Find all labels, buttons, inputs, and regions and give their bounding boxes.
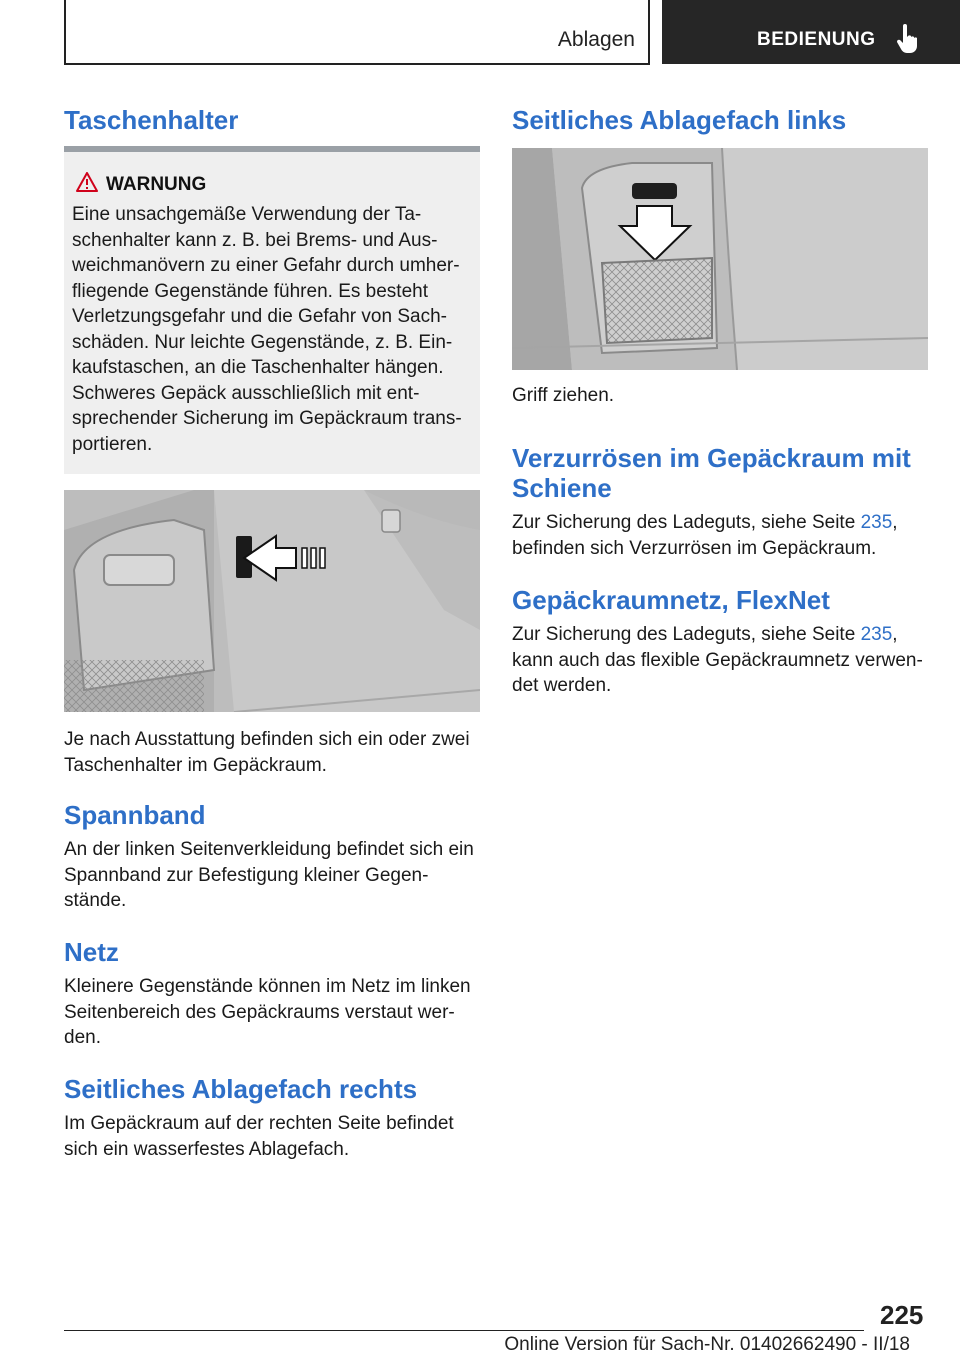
warning-triangle-icon bbox=[76, 172, 98, 192]
warning-top-bar bbox=[64, 146, 480, 152]
page-number: 225 bbox=[880, 1300, 924, 1330]
heading-flexnet: Gepäckraumnetz, FlexNet bbox=[512, 585, 830, 615]
bag-holder-image bbox=[64, 490, 480, 712]
footer-rule bbox=[64, 1330, 864, 1331]
header-separator bbox=[648, 0, 650, 64]
header-section-title: Ablagen bbox=[557, 28, 635, 51]
heading-spannband: Spannband bbox=[64, 800, 206, 830]
verzurroesen-text-after: , befinden sich Verzurrösen im Gepäckraum. bbox=[512, 512, 898, 559]
header-bottom-border bbox=[64, 63, 650, 65]
header-chapter-label: BEDIENUNG bbox=[757, 29, 876, 50]
netz-text: Kleinere Gegenstände können im Netz im linken Seitenbereich des Gepäckraums verstaut wer- den. bbox=[64, 976, 471, 1048]
footer-text: Online Version für Sach-Nr. 01402662490 - II/18 bbox=[504, 1334, 910, 1355]
page-link-235-flexnet[interactable]: 235 bbox=[860, 624, 893, 645]
warning-text: Eine unsachgemäße Verwendung der Ta- schenhalter kann z. B. bei Brems- und Aus- weichmanövern zu einer Gefahr durch umher- fliegende Gegenstände führen. Es besteht Verletzungsgefahr und die Gefahr von Sach- schäden. Nur leichte Gegenstände, z. B. Ein- kaufstaschen, an die Taschenhalter hängen. Schweres Gepäck ausschließlich mit ent- sprechender Sicherung im Gepäckraum trans- portieren. bbox=[72, 204, 462, 455]
warning-title bbox=[76, 172, 206, 196]
page-link-235[interactable]: 235 bbox=[860, 512, 893, 533]
flexnet-text bbox=[512, 622, 928, 699]
pointing-hand-icon bbox=[896, 24, 922, 54]
warning-box bbox=[64, 146, 480, 474]
header-left-border bbox=[64, 0, 66, 64]
flexnet-text-after: , kann auch das flexible Gepäckraumnetz verwen- det werden. bbox=[512, 624, 923, 696]
heading-netz: Netz bbox=[64, 937, 119, 967]
ablagefach-rechts-text: Im Gepäckraum auf der rechten Seite befindet sich ein wasserfestes Ablagefach. bbox=[64, 1113, 454, 1160]
header-chapter-tab[interactable] bbox=[662, 0, 960, 64]
heading-ablagefach-rechts: Seitliches Ablagefach rechts bbox=[64, 1074, 418, 1104]
spannband-text: An der linken Seitenverkleidung befindet sich ein Spannband zur Befestigung kleiner Gegen- stände. bbox=[64, 839, 474, 911]
heading-verzurroesen: Verzurrösen im Gepäckraum mit Schiene bbox=[512, 443, 911, 503]
verzurroesen-text bbox=[512, 510, 928, 561]
side-compartment-caption: Griff ziehen. bbox=[512, 385, 615, 406]
warning-label: WARNUNG bbox=[106, 174, 207, 195]
bag-holder-caption: Je nach Ausstattung befinden sich ein oder zwei Taschenhalter im Gepäckraum. bbox=[64, 729, 470, 776]
heading-ablagefach-links: Seitliches Ablagefach links bbox=[512, 105, 847, 135]
side-compartment-image bbox=[512, 148, 928, 370]
verzurroesen-text-before: Zur Sicherung des Ladeguts, siehe Seite bbox=[512, 512, 861, 533]
flexnet-text-before: Zur Sicherung des Ladeguts, siehe Seite bbox=[512, 624, 861, 645]
heading-taschenhalter: Taschenhalter bbox=[64, 105, 239, 135]
